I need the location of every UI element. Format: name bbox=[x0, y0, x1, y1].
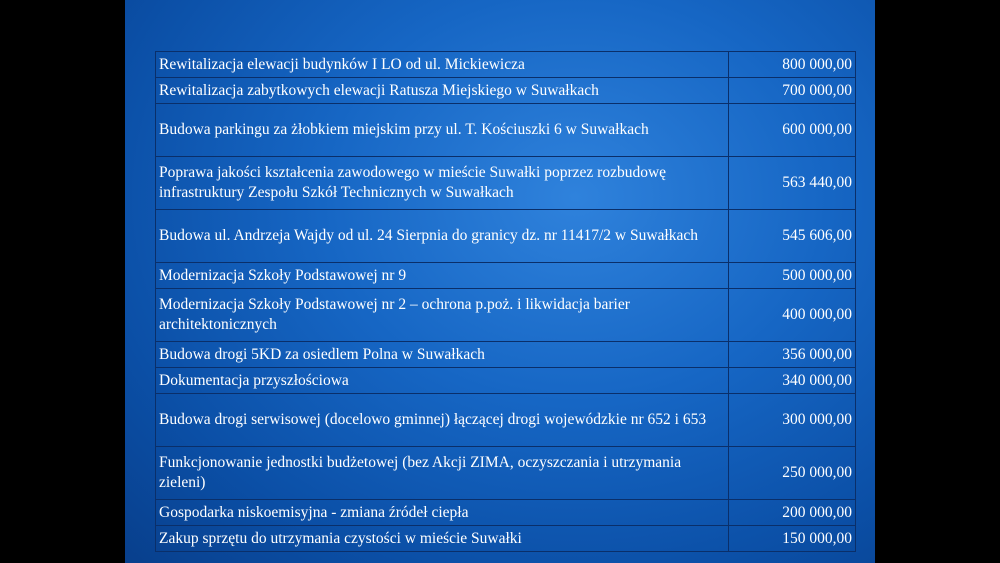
table-row bbox=[156, 394, 856, 447]
table-row bbox=[156, 78, 856, 104]
table-row bbox=[156, 526, 856, 552]
table-row bbox=[156, 104, 856, 157]
table-row bbox=[156, 157, 856, 210]
item-name: Modernizacja Szkoły Podstawowej nr 9 bbox=[156, 263, 729, 289]
table-row bbox=[156, 210, 856, 263]
item-amount: 700 000,00 bbox=[729, 78, 856, 104]
table-row bbox=[156, 368, 856, 394]
item-amount: 563 440,00 bbox=[729, 157, 856, 210]
item-name: Gospodarka niskoemisyjna - zmiana źródeł ciepła bbox=[156, 500, 729, 526]
item-amount: 250 000,00 bbox=[729, 447, 856, 500]
item-name: Funkcjonowanie jednostki budżetowej (bez Akcji ZIMA, oczyszczania i utrzymania zieleni) bbox=[156, 447, 729, 500]
item-amount: 300 000,00 bbox=[729, 394, 856, 447]
table-row bbox=[156, 289, 856, 342]
item-name: Dokumentacja przyszłościowa bbox=[156, 368, 729, 394]
item-name: Zakup sprzętu do utrzymania czystości w mieście Suwałki bbox=[156, 526, 729, 552]
item-name: Poprawa jakości kształcenia zawodowego w mieście Suwałki poprzez rozbudowę infrastruktury Zespołu Szkół Technicznych w Suwałkach bbox=[156, 157, 729, 210]
item-amount: 800 000,00 bbox=[729, 52, 856, 78]
item-name: Rewitalizacja elewacji budynków I LO od ul. Mickiewicza bbox=[156, 52, 729, 78]
item-name: Budowa drogi serwisowej (docelowo gminnej) łączącej drogi wojewódzkie nr 652 i 653 bbox=[156, 394, 729, 447]
item-amount: 150 000,00 bbox=[729, 526, 856, 552]
table-row bbox=[156, 447, 856, 500]
table-row bbox=[156, 52, 856, 78]
item-amount: 600 000,00 bbox=[729, 104, 856, 157]
item-name: Modernizacja Szkoły Podstawowej nr 2 – ochrona p.poż. i likwidacja barier architektonicznych bbox=[156, 289, 729, 342]
item-name: Rewitalizacja zabytkowych elewacji Ratusza Miejskiego w Suwałkach bbox=[156, 78, 729, 104]
slide bbox=[125, 0, 875, 563]
item-name: Budowa drogi 5KD za osiedlem Polna w Suwałkach bbox=[156, 342, 729, 368]
table-row bbox=[156, 342, 856, 368]
item-amount: 545 606,00 bbox=[729, 210, 856, 263]
item-amount: 400 000,00 bbox=[729, 289, 856, 342]
item-name: Budowa parkingu za żłobkiem miejskim przy ul. T. Kościuszki 6 w Suwałkach bbox=[156, 104, 729, 157]
item-name: Budowa ul. Andrzeja Wajdy od ul. 24 Sierpnia do granicy dz. nr 11417/2 w Suwałkach bbox=[156, 210, 729, 263]
table-row bbox=[156, 500, 856, 526]
investment-table bbox=[155, 51, 856, 552]
item-amount: 340 000,00 bbox=[729, 368, 856, 394]
table-row bbox=[156, 263, 856, 289]
item-amount: 356 000,00 bbox=[729, 342, 856, 368]
item-amount: 200 000,00 bbox=[729, 500, 856, 526]
item-amount: 500 000,00 bbox=[729, 263, 856, 289]
